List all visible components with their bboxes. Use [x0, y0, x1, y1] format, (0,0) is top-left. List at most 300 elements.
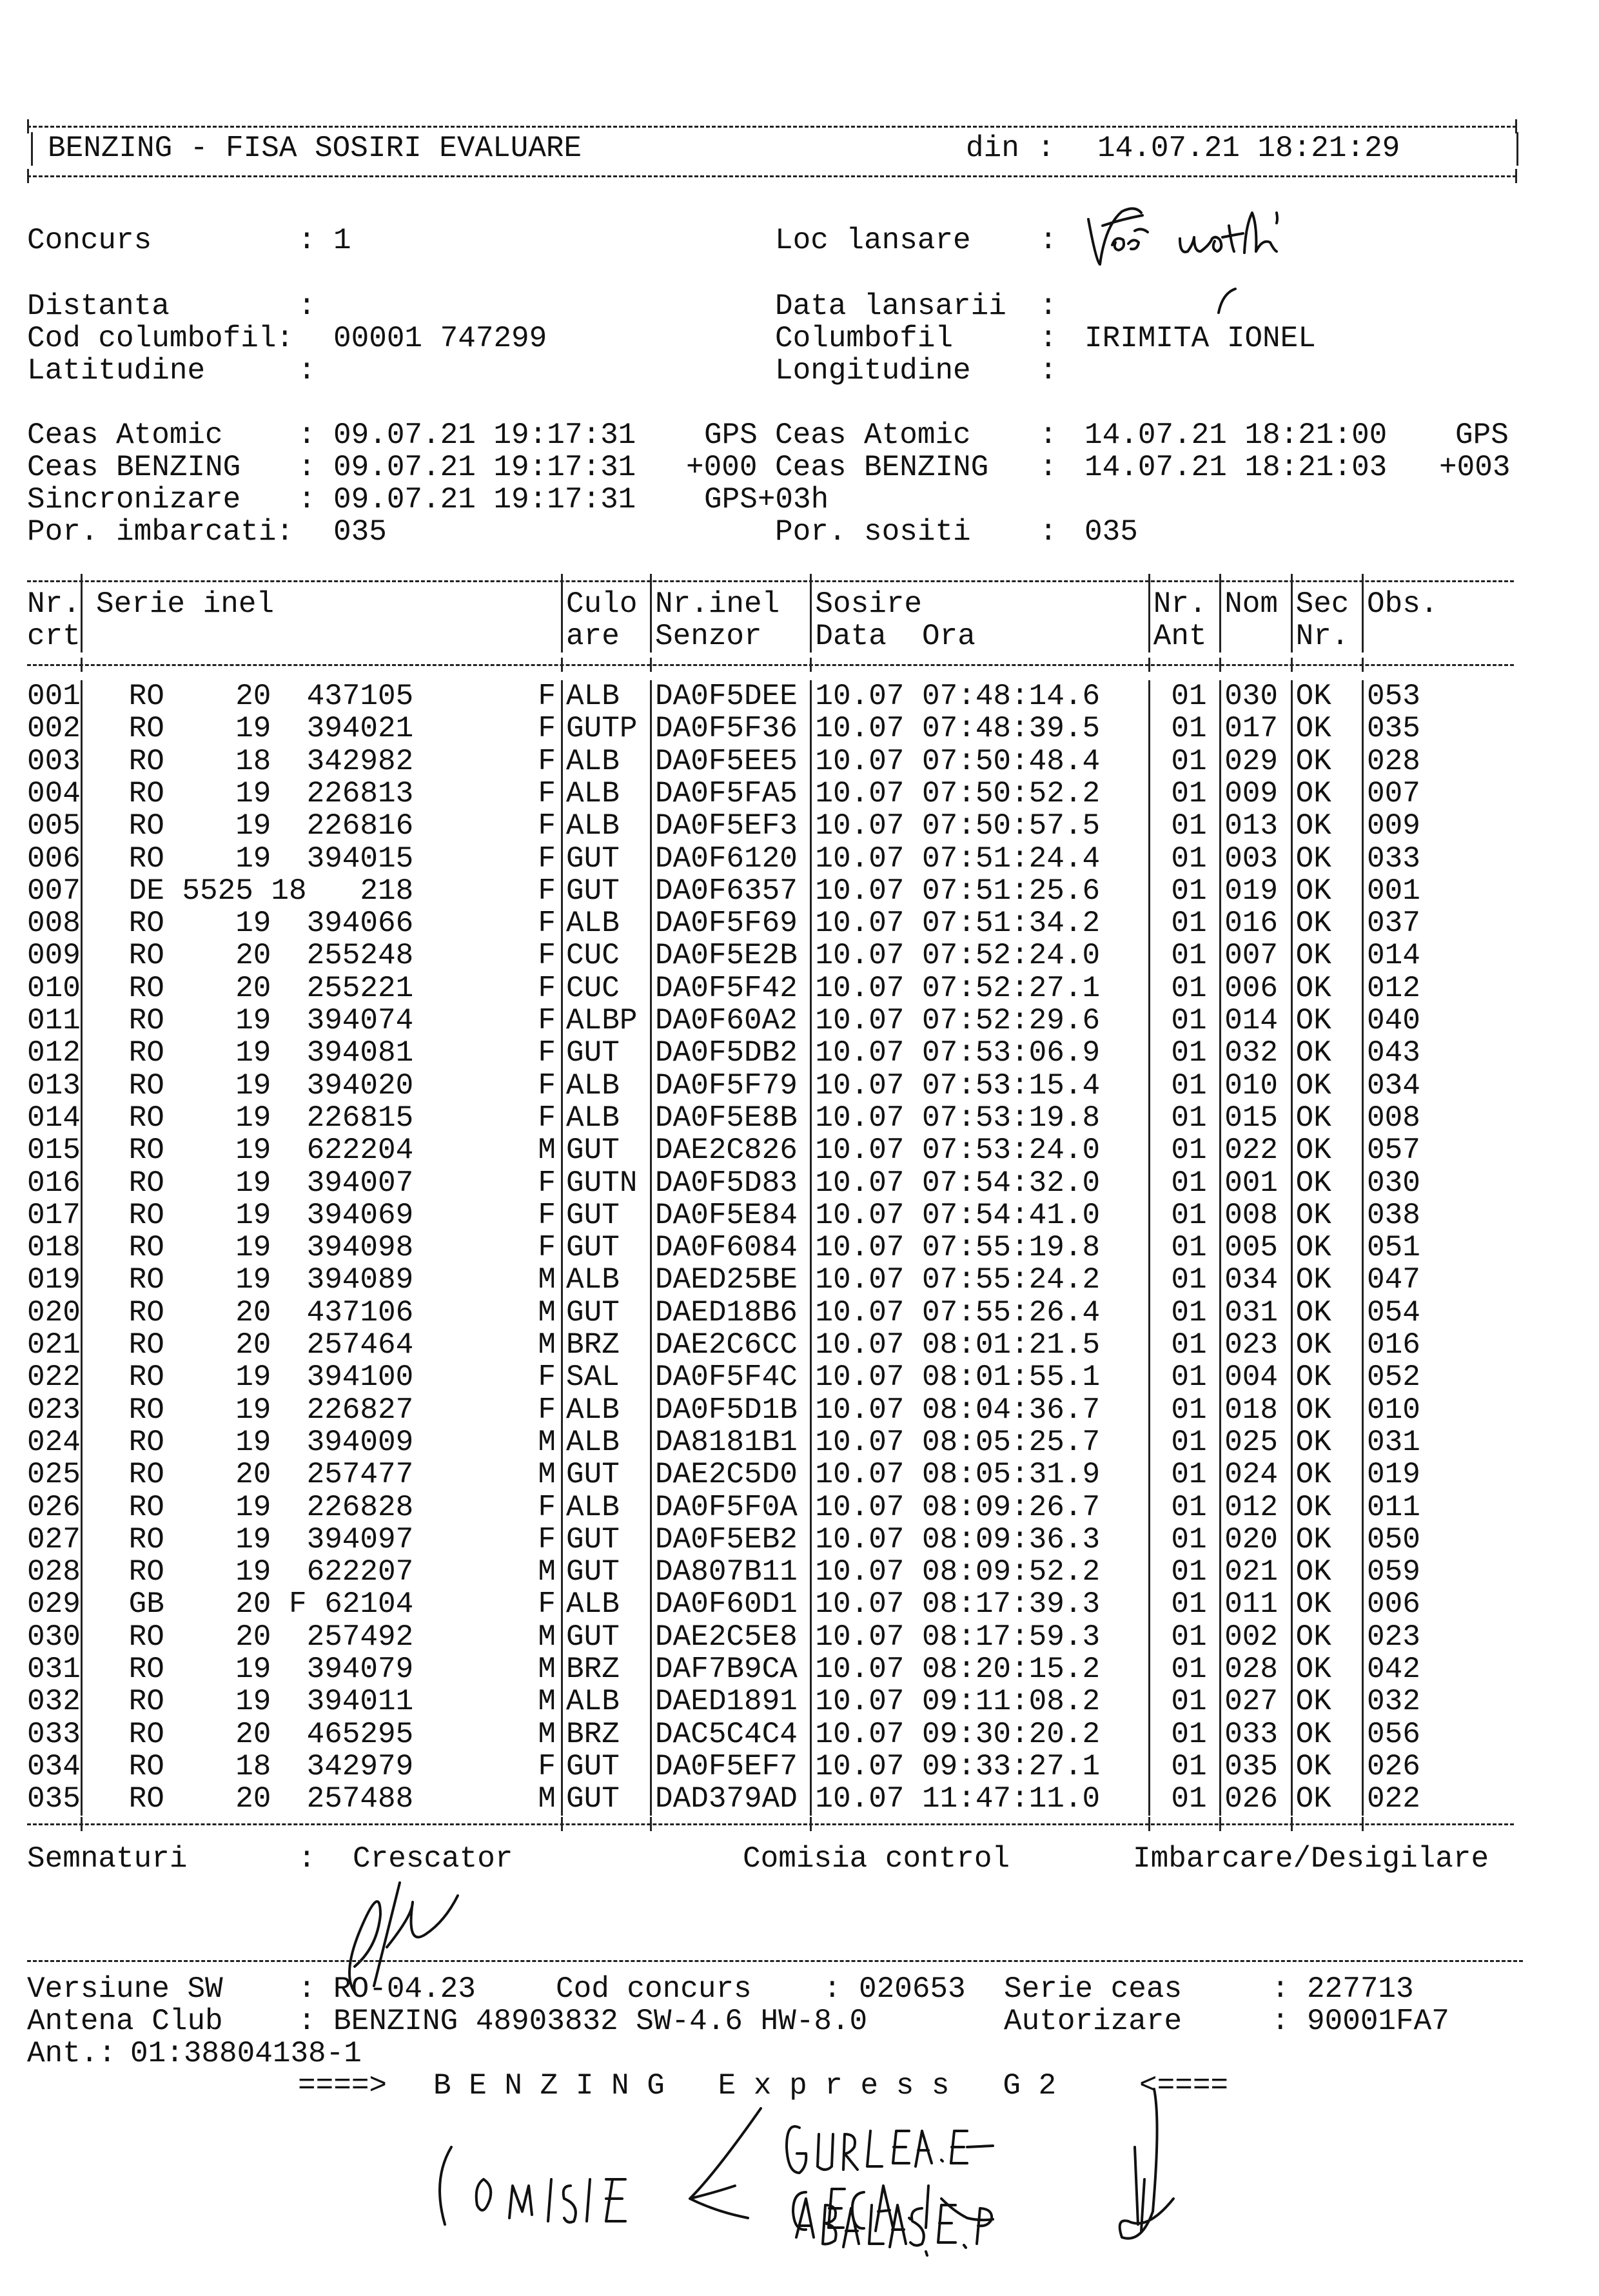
cell-tara: RO [128, 1231, 164, 1265]
cod-concurs-value: 020653 [859, 1972, 966, 2006]
cell-nom: 033 [1224, 1717, 1279, 1751]
cell-data: 10.07 [815, 874, 905, 908]
cell-nom: 008 [1224, 1198, 1279, 1232]
cell-culoare: ALB [566, 1393, 620, 1427]
cell-ora: 08:04:36.7 [922, 1393, 1101, 1427]
cell-nr-crt: 006 [27, 841, 81, 876]
title-box-top-border [27, 126, 1516, 128]
cell-sec-nr: OK [1295, 1555, 1331, 1589]
cell-an: 19 [235, 1133, 271, 1168]
cell-ora: 07:51:25.6 [922, 874, 1101, 908]
cell-ora: 07:52:27.1 [922, 971, 1101, 1005]
cell-serie: 257488 [306, 1782, 414, 1816]
cell-obs: 028 [1367, 744, 1420, 778]
cell-nr-crt: 010 [27, 971, 81, 1005]
cell-culoare: ALB [566, 1068, 620, 1103]
cell-sex: F [538, 809, 556, 843]
cell-serie: 394089 [306, 1263, 414, 1297]
cell-sec-nr: OK [1295, 1685, 1331, 1719]
cell-serie: 226816 [306, 809, 414, 843]
cell-nr-ant: 01 [1171, 971, 1207, 1005]
column-separator [650, 680, 652, 1816]
cell-serie: 394079 [306, 1653, 414, 1686]
cell-culoare: GUT [566, 1231, 620, 1265]
cell-sex: M [538, 1717, 556, 1751]
cell-ora: 07:54:41.0 [922, 1198, 1101, 1232]
cell-an: 19 [235, 1004, 271, 1037]
cell-senzor: DAE2C826 [655, 1133, 798, 1168]
cell-nr-ant: 01 [1171, 776, 1207, 810]
sincronizare-value: 09.07.21 19:17:31 [333, 483, 636, 516]
cell-nr-crt: 031 [27, 1653, 81, 1686]
cell-tara: RO [128, 1004, 164, 1037]
cell-senzor: DA0F5EF3 [655, 809, 798, 843]
cell-nr-crt: 034 [27, 1749, 81, 1783]
table-row [27, 778, 1574, 810]
cell-data: 10.07 [815, 1620, 905, 1654]
cell-nom: 029 [1224, 744, 1279, 778]
cell-an: 19 [235, 1653, 271, 1686]
cell-nr-ant: 01 [1171, 1653, 1207, 1686]
table-row [27, 1718, 1574, 1751]
title-box-corner [27, 169, 29, 183]
cell-senzor: DAE2C5E8 [655, 1620, 798, 1654]
cell-serie: 226828 [306, 1490, 414, 1524]
cell-sex: M [538, 1620, 556, 1654]
header-culoare-2: are [566, 620, 620, 653]
cell-sex: F [538, 1522, 556, 1556]
table-row [27, 680, 1574, 712]
right-ceas-benzing-label: Ceas BENZING [775, 451, 989, 484]
cell-ora: 08:09:52.2 [922, 1555, 1101, 1589]
cell-serie: 394015 [306, 841, 414, 876]
cell-nr-ant: 01 [1171, 1068, 1207, 1103]
cell-nr-crt: 001 [27, 680, 81, 713]
cell-sec-nr: OK [1295, 1458, 1331, 1492]
cell-senzor: DA807B11 [655, 1555, 798, 1589]
header-sec: Sec [1295, 587, 1349, 621]
cell-senzor: DA8181B1 [655, 1425, 798, 1459]
cell-sex: F [538, 1198, 556, 1232]
cell-senzor: DA0F5FA5 [655, 776, 798, 810]
imbarcare-desigilare-label: Imbarcare/Desigilare [1133, 1842, 1489, 1876]
cell-serie: 437106 [306, 1295, 414, 1330]
versiune-label: Versiune SW [27, 1972, 223, 2006]
cell-an: 19 [235, 1685, 271, 1719]
table-row [27, 939, 1574, 972]
cell-nr-crt: 032 [27, 1685, 81, 1719]
versiune-line: Versiune SW : RO-04.23 Cod concurs : 020653 Serie ceas : 227713 [27, 1972, 1414, 2006]
cell-nr-crt: 025 [27, 1458, 81, 1492]
title-box-bottom-border [27, 175, 1516, 177]
cell-obs: 009 [1367, 809, 1420, 843]
ant-value: 01:38804138-1 [130, 2037, 362, 2070]
cell-senzor: DA0F5F36 [655, 712, 798, 746]
cell-obs: 059 [1367, 1555, 1420, 1589]
cell-an: 18 [235, 1749, 271, 1783]
header-senzor: Senzor [655, 620, 762, 653]
cell-obs: 022 [1367, 1782, 1420, 1816]
cell-data: 10.07 [815, 744, 905, 778]
cell-nr-ant: 01 [1171, 1782, 1207, 1816]
crescator-label: Crescator [353, 1842, 513, 1876]
cell-ora: 07:54:32.0 [922, 1166, 1101, 1200]
cell-data: 10.07 [815, 1490, 905, 1524]
cell-sex: F [538, 744, 556, 778]
cell-serie: 394069 [306, 1198, 414, 1232]
table-junction [1291, 1817, 1293, 1831]
cell-nom: 022 [1224, 1133, 1279, 1168]
table-junction [561, 574, 563, 588]
table-row [27, 1524, 1574, 1556]
right-ceas-benzing-suffix: +003 [1439, 451, 1511, 484]
cell-serie: 342982 [306, 744, 414, 778]
table-junction [1148, 1817, 1150, 1831]
table-junction [561, 1817, 563, 1831]
cell-sec-nr: OK [1295, 1328, 1331, 1362]
cell-data: 10.07 [815, 1717, 905, 1751]
cell-sec-nr: OK [1295, 1263, 1331, 1297]
column-separator [1148, 680, 1150, 1816]
cell-an: 19 [235, 712, 271, 746]
cell-culoare: ALBP [566, 1004, 638, 1037]
cell-nom: 006 [1224, 971, 1279, 1005]
cell-ora: 07:53:19.8 [922, 1101, 1101, 1135]
footer-separator [27, 1960, 1523, 1962]
cell-data: 10.07 [815, 1101, 905, 1135]
cell-tara: RO [128, 809, 164, 843]
cell-nom: 004 [1224, 1360, 1279, 1395]
cell-senzor: DA0F5F4C [655, 1360, 798, 1395]
cell-nr-ant: 01 [1171, 1101, 1207, 1135]
cell-obs: 007 [1367, 776, 1420, 810]
cell-nr-crt: 016 [27, 1166, 81, 1200]
cell-sex: F [538, 1166, 556, 1200]
cell-nom: 016 [1224, 907, 1279, 941]
ant-line [27, 2037, 362, 2070]
cell-tara: RO [128, 744, 164, 778]
cell-an: 20 [235, 1717, 271, 1751]
cell-serie: 394098 [306, 1231, 414, 1265]
cell-ora: 07:53:06.9 [922, 1036, 1101, 1070]
cell-nr-crt: 024 [27, 1425, 81, 1459]
cod-concurs-label: Cod concurs [556, 1972, 752, 2006]
cell-sec-nr: OK [1295, 1587, 1331, 1622]
cell-sex: F [538, 971, 556, 1005]
cell-obs: 019 [1367, 1458, 1420, 1492]
cell-nr-crt: 033 [27, 1717, 81, 1751]
ceas-benzing-line: Ceas BENZING : 09.07.21 19:17:31 +000 Ceas BENZING : 14.07.21 18:21:03 +003 [27, 451, 1511, 484]
cell-tara: RO [128, 1782, 164, 1816]
cell-culoare: GUT [566, 1620, 620, 1654]
cell-nr-ant: 01 [1171, 1490, 1207, 1524]
header-obs: Obs. [1367, 587, 1438, 621]
column-separator [81, 588, 83, 652]
cell-tara: RO [128, 1458, 164, 1492]
distanta-label: Distanta [27, 289, 170, 323]
cell-tara: RO [128, 1263, 164, 1297]
cell-ora: 11:47:11.0 [922, 1782, 1101, 1816]
cell-nom: 024 [1224, 1458, 1279, 1492]
column-separator [650, 588, 652, 652]
cell-sec-nr: OK [1295, 1393, 1331, 1427]
header-nr-ant: Nr. [1153, 587, 1207, 621]
table-junction [810, 658, 812, 672]
cell-nr-crt: 035 [27, 1782, 81, 1816]
cell-tara: RO [128, 1653, 164, 1686]
table-row [27, 810, 1574, 842]
cell-senzor: DA0F5E8B [655, 1101, 798, 1135]
cell-data: 10.07 [815, 1555, 905, 1589]
cell-nr-ant: 01 [1171, 1231, 1207, 1265]
cell-nr-ant: 01 [1171, 1587, 1207, 1622]
por-imbarcati-value: 035 [333, 515, 387, 549]
data-lansarii-label: Data lansarii [775, 289, 1006, 323]
cell-culoare: GUT [566, 1133, 620, 1168]
cell-nr-crt: 013 [27, 1068, 81, 1103]
cell-ora: 07:51:24.4 [922, 841, 1101, 876]
cell-nr-ant: 01 [1171, 1749, 1207, 1783]
cell-ora: 08:09:26.7 [922, 1490, 1101, 1524]
cell-data: 10.07 [815, 1653, 905, 1686]
cell-nom: 010 [1224, 1068, 1279, 1103]
cell-senzor: DA0F6120 [655, 841, 798, 876]
table-row [27, 712, 1574, 745]
cell-ora: 07:52:29.6 [922, 1004, 1101, 1037]
cell-culoare: GUT [566, 841, 620, 876]
title-box-corner [1515, 119, 1517, 133]
cell-ora: 07:55:19.8 [922, 1231, 1101, 1265]
concurs-value: 1 [333, 224, 351, 257]
semnaturi-line: Semnaturi : Crescator Comisia control Imbarcare/Desigilare [27, 1842, 1489, 1876]
cell-obs: 057 [1367, 1133, 1420, 1168]
header-nr: Nr. [27, 587, 81, 621]
columbofil-value: IRIMITA IONEL [1084, 322, 1316, 355]
antena-club-label: Antena Club [27, 2005, 223, 2038]
cell-tara: RO [128, 680, 164, 713]
cell-nr-ant: 01 [1171, 712, 1207, 746]
cell-sec-nr: OK [1295, 1004, 1331, 1037]
table-junction [1362, 1817, 1364, 1831]
cell-sex: M [538, 1685, 556, 1719]
header-sec-nr: Nr. [1295, 620, 1349, 653]
title-box-right-border [1516, 132, 1518, 166]
cell-culoare: ALB [566, 1101, 620, 1135]
cell-data: 10.07 [815, 1166, 905, 1200]
cell-sex: F [538, 1036, 556, 1070]
cell-sex: F [538, 776, 556, 810]
cell-obs: 056 [1367, 1717, 1420, 1751]
cell-tara: RO [128, 1036, 164, 1070]
table-row [27, 1264, 1574, 1296]
antena-club-value: BENZING 48903832 SW-4.6 HW-8.0 [333, 2005, 868, 2038]
cell-sex: F [538, 1101, 556, 1135]
cell-sec-nr: OK [1295, 1490, 1331, 1524]
cell-ora: 08:09:36.3 [922, 1522, 1101, 1556]
cell-an: 19 [235, 809, 271, 843]
cell-sex: F [538, 939, 556, 973]
table-row [27, 745, 1574, 778]
cell-obs: 038 [1367, 1198, 1420, 1232]
cell-tara: RO [128, 1133, 164, 1168]
cell-sec-nr: OK [1295, 1198, 1331, 1232]
cell-an: 19 [235, 1231, 271, 1265]
cell-ora: 07:52:24.0 [922, 939, 1101, 973]
cell-data: 10.07 [815, 1360, 905, 1395]
cell-sec-nr: OK [1295, 776, 1331, 810]
column-separator [561, 680, 563, 1816]
table-row [27, 1458, 1574, 1491]
cell-sec-nr: OK [1295, 680, 1331, 713]
cell-nr-ant: 01 [1171, 1522, 1207, 1556]
cell-nr-crt: 028 [27, 1555, 81, 1589]
cell-tara: RO [128, 1328, 164, 1362]
cell-serie: 394100 [306, 1360, 414, 1395]
column-separator [1219, 680, 1221, 1816]
cell-culoare: GUT [566, 874, 620, 908]
cell-ora: 07:51:34.2 [922, 907, 1101, 941]
cell-senzor: DA0F5F79 [655, 1068, 798, 1103]
cell-senzor: DAC5C4C4 [655, 1717, 798, 1751]
columbofil-label: Columbofil [775, 322, 954, 355]
serie-ceas-value: 227713 [1307, 1972, 1414, 2006]
left-ceas-atomic-suffix: GPS [704, 418, 758, 452]
table-row [27, 1037, 1574, 1069]
header-nom: Nom [1224, 587, 1279, 621]
cell-an: 20 [235, 1620, 271, 1654]
cell-nom: 011 [1224, 1587, 1279, 1622]
cell-an: 20 [235, 939, 271, 973]
cell-serie: 257477 [306, 1458, 414, 1492]
left-ceas-benzing-value: 09.07.21 19:17:31 [333, 451, 636, 484]
cell-culoare: ALB [566, 1425, 620, 1459]
cell-nr-ant: 01 [1171, 744, 1207, 778]
cell-nr-ant: 01 [1171, 1393, 1207, 1427]
longitudine-label: Longitudine [775, 354, 971, 388]
cell-data: 10.07 [815, 1295, 905, 1330]
cell-sec-nr: OK [1295, 1749, 1331, 1783]
cell-obs: 033 [1367, 841, 1420, 876]
cell-nr-crt: 004 [27, 776, 81, 810]
column-separator [1362, 680, 1364, 1816]
page-title: BENZING - FISA SOSIRI EVALUARE [48, 132, 582, 165]
cell-sec-nr: OK [1295, 1101, 1331, 1135]
column-separator [1362, 588, 1364, 652]
column-separator [561, 588, 563, 652]
cell-serie: 342979 [306, 1749, 414, 1783]
cell-nom: 031 [1224, 1295, 1279, 1330]
cell-senzor: DA0F5EE5 [655, 744, 798, 778]
cell-culoare: CUC [566, 971, 620, 1005]
cell-nom: 026 [1224, 1782, 1279, 1816]
cell-an: 5525 18 [182, 874, 307, 908]
cell-tara: RO [128, 1555, 164, 1589]
cell-obs: 032 [1367, 1685, 1420, 1719]
cell-nom: 019 [1224, 874, 1279, 908]
cell-tara: RO [128, 1068, 164, 1103]
cell-senzor: DA0F5F42 [655, 971, 798, 1005]
cell-nr-ant: 01 [1171, 1004, 1207, 1037]
cell-data: 10.07 [815, 1458, 905, 1492]
cell-ora: 07:50:52.2 [922, 776, 1101, 810]
versiune-value: RO-04.23 [333, 1972, 476, 2006]
cell-obs: 034 [1367, 1068, 1420, 1103]
table-row [27, 1621, 1574, 1653]
cell-ora: 08:20:15.2 [922, 1653, 1101, 1686]
cell-senzor: DAED18B6 [655, 1295, 798, 1330]
cell-nr-ant: 01 [1171, 939, 1207, 973]
cell-culoare: GUT [566, 1522, 620, 1556]
cell-data: 10.07 [815, 680, 905, 713]
cell-tara: RO [128, 971, 164, 1005]
cell-nr-crt: 019 [27, 1263, 81, 1297]
cell-obs: 054 [1367, 1295, 1420, 1330]
cell-nom: 015 [1224, 1101, 1279, 1135]
cell-obs: 052 [1367, 1360, 1420, 1395]
cell-senzor: DA0F5E84 [655, 1198, 798, 1232]
cell-nr-crt: 027 [27, 1522, 81, 1556]
cell-senzor: DAD379AD [655, 1782, 798, 1816]
table-junction [1291, 658, 1293, 672]
left-ceas-atomic-value: 09.07.21 19:17:31 [333, 418, 636, 452]
cell-nr-crt: 009 [27, 939, 81, 973]
cell-culoare: ALB [566, 680, 620, 713]
cell-data: 10.07 [815, 1231, 905, 1265]
cell-nom: 014 [1224, 1004, 1279, 1037]
cell-serie: 226815 [306, 1101, 414, 1135]
cell-tara: DE [128, 874, 164, 908]
cell-sec-nr: OK [1295, 841, 1331, 876]
cell-ora: 07:48:39.5 [922, 712, 1101, 746]
cell-tara: RO [128, 1393, 164, 1427]
cell-tara: RO [128, 1198, 164, 1232]
cell-sex: M [538, 1425, 556, 1459]
cell-sec-nr: OK [1295, 1782, 1331, 1816]
cell-sex: M [538, 1782, 556, 1816]
cell-ora: 09:33:27.1 [922, 1749, 1101, 1783]
table-junction [1148, 574, 1150, 588]
cell-obs: 012 [1367, 971, 1420, 1005]
cell-sec-nr: OK [1295, 1166, 1331, 1200]
autorizare-label: Autorizare [1004, 2005, 1182, 2038]
cell-senzor: DAE2C5D0 [655, 1458, 798, 1492]
commission-handwriting [413, 2083, 1457, 2257]
table-header-row-2 [27, 620, 1574, 652]
cell-culoare: ALB [566, 1263, 620, 1297]
cell-tara: RO [128, 1425, 164, 1459]
cell-nom: 013 [1224, 809, 1279, 843]
cell-nom: 034 [1224, 1263, 1279, 1297]
cell-ora: 07:50:57.5 [922, 809, 1101, 843]
cell-tara: RO [128, 1360, 164, 1395]
cell-culoare: GUT [566, 1458, 620, 1492]
din-value: 14.07.21 18:21:29 [1097, 132, 1400, 165]
cell-nom: 009 [1224, 776, 1279, 810]
column-separator [81, 680, 83, 1816]
cell-tara: RO [128, 1717, 164, 1751]
cell-nr-ant: 01 [1171, 1458, 1207, 1492]
cell-data: 10.07 [815, 939, 905, 973]
cell-nr-ant: 01 [1171, 1036, 1207, 1070]
cell-senzor: DA0F60A2 [655, 1004, 798, 1037]
cell-sec-nr: OK [1295, 712, 1331, 746]
cell-culoare: GUT [566, 1198, 620, 1232]
cell-culoare: ALB [566, 744, 620, 778]
cell-ora: 07:50:48.4 [922, 744, 1101, 778]
latitudine-label: Latitudine [27, 354, 206, 388]
column-separator [1291, 588, 1293, 652]
cell-sex: M [538, 1555, 556, 1589]
